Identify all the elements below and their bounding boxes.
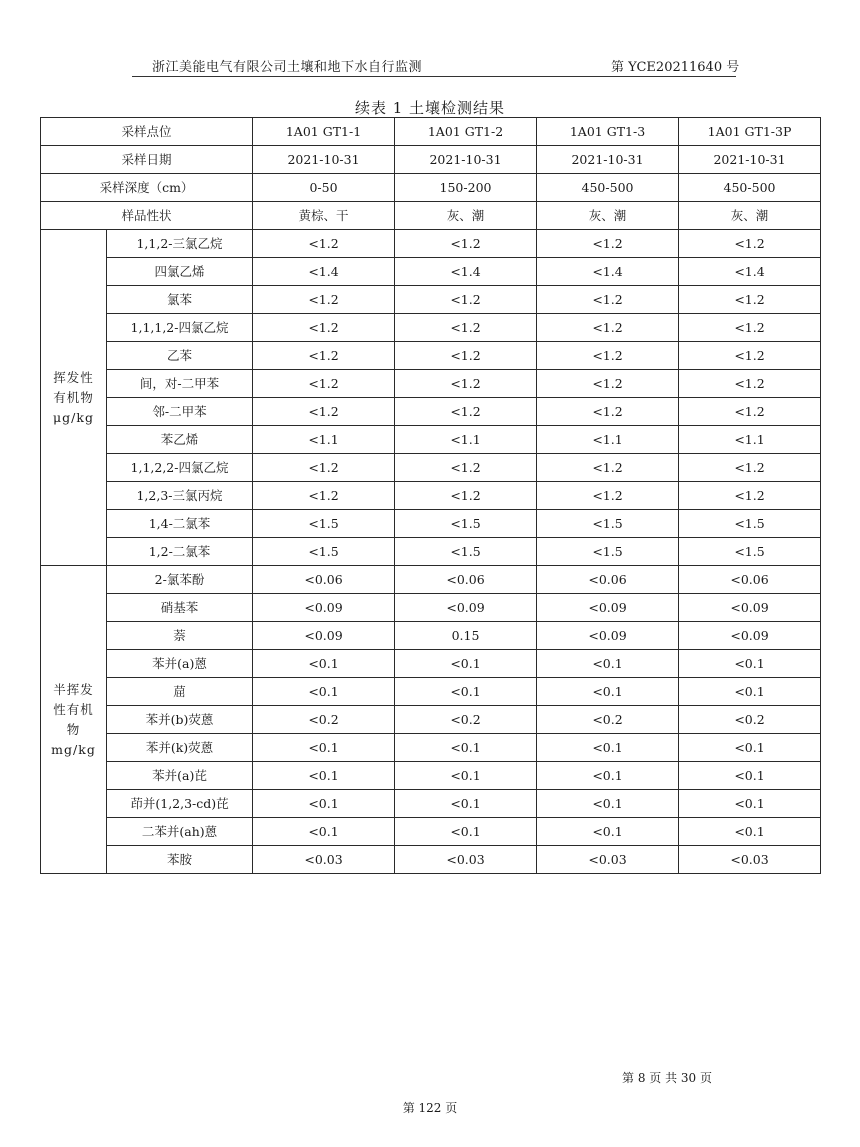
analyte-value: <0.1 bbox=[395, 790, 537, 818]
analyte-value: <1.2 bbox=[253, 286, 395, 314]
analyte-name: 1,2,3-三氯丙烷 bbox=[107, 482, 253, 510]
analyte-value: <1.2 bbox=[537, 314, 679, 342]
group-label bbox=[41, 566, 107, 874]
info-row-value: 1A01 GT1-3 bbox=[537, 118, 679, 146]
analyte-name: 苯并(a)蒽 bbox=[107, 650, 253, 678]
report-number: 第 YCE20211640 号 bbox=[611, 60, 740, 75]
analyte-value: <1.2 bbox=[253, 454, 395, 482]
analyte-value: <0.06 bbox=[395, 566, 537, 594]
analyte-value: <1.2 bbox=[253, 398, 395, 426]
analyte-value: <0.06 bbox=[537, 566, 679, 594]
analyte-value: <0.2 bbox=[679, 706, 821, 734]
analyte-value: <0.09 bbox=[679, 622, 821, 650]
info-row-value: 0-50 bbox=[253, 174, 395, 202]
analyte-name: 1,4-二氯苯 bbox=[107, 510, 253, 538]
info-row-value: 灰、潮 bbox=[537, 202, 679, 230]
analyte-name: 苯胺 bbox=[107, 846, 253, 874]
analyte-value: <0.09 bbox=[537, 622, 679, 650]
table-row bbox=[41, 370, 821, 398]
analyte-value: <1.2 bbox=[395, 230, 537, 258]
info-row bbox=[41, 174, 821, 202]
analyte-name: 茚并(1,2,3-cd)芘 bbox=[107, 790, 253, 818]
analyte-value: <1.2 bbox=[395, 314, 537, 342]
analyte-name: 间，对-二甲苯 bbox=[107, 370, 253, 398]
info-row-value: 2021-10-31 bbox=[395, 146, 537, 174]
analyte-value: <1.4 bbox=[253, 258, 395, 286]
page-of-total: 第 8 页 共 30 页 bbox=[622, 1071, 712, 1085]
table-row bbox=[41, 762, 821, 790]
analyte-value: <0.06 bbox=[253, 566, 395, 594]
info-row bbox=[41, 202, 821, 230]
info-row-value: 450-500 bbox=[679, 174, 821, 202]
analyte-value: <1.2 bbox=[395, 482, 537, 510]
info-row-label: 样品性状 bbox=[41, 202, 253, 230]
analyte-value: <1.2 bbox=[679, 230, 821, 258]
analyte-value: <0.1 bbox=[395, 678, 537, 706]
analyte-name: 苯并(b)荧蒽 bbox=[107, 706, 253, 734]
table-row bbox=[41, 510, 821, 538]
analyte-value: <0.03 bbox=[537, 846, 679, 874]
analyte-value: <0.1 bbox=[253, 818, 395, 846]
info-row-value: 1A01 GT1-2 bbox=[395, 118, 537, 146]
analyte-value: <0.09 bbox=[253, 622, 395, 650]
overall-page-number: 第 122 页 bbox=[402, 1101, 458, 1115]
analyte-value: <0.1 bbox=[395, 650, 537, 678]
info-row-label: 采样日期 bbox=[41, 146, 253, 174]
analyte-name: 䓛 bbox=[107, 678, 253, 706]
analyte-name: 苯乙烯 bbox=[107, 426, 253, 454]
analyte-value: <0.1 bbox=[537, 762, 679, 790]
group-label bbox=[41, 230, 107, 566]
analyte-value: <1.4 bbox=[679, 258, 821, 286]
table-row bbox=[41, 734, 821, 762]
analyte-value: <1.1 bbox=[395, 426, 537, 454]
table-row bbox=[41, 286, 821, 314]
table-row bbox=[41, 398, 821, 426]
analyte-value: <1.5 bbox=[537, 510, 679, 538]
analyte-value: <1.2 bbox=[537, 342, 679, 370]
analyte-name: 1,1,2,2-四氯乙烷 bbox=[107, 454, 253, 482]
analyte-value: <1.5 bbox=[253, 538, 395, 566]
table-row bbox=[41, 678, 821, 706]
analyte-value: <0.09 bbox=[537, 594, 679, 622]
analyte-value: <1.2 bbox=[679, 342, 821, 370]
analyte-value: <0.2 bbox=[537, 706, 679, 734]
table-row bbox=[41, 790, 821, 818]
info-row bbox=[41, 118, 821, 146]
analyte-value: <1.2 bbox=[253, 482, 395, 510]
analyte-name: 氯苯 bbox=[107, 286, 253, 314]
group-label-line: 性有机 bbox=[53, 701, 94, 717]
analyte-value: <0.1 bbox=[679, 818, 821, 846]
info-row-value: 1A01 GT1-1 bbox=[253, 118, 395, 146]
analyte-value: <1.2 bbox=[253, 230, 395, 258]
group-label-line: 半挥发 bbox=[53, 681, 94, 697]
analyte-value: <1.2 bbox=[679, 286, 821, 314]
analyte-value: <1.1 bbox=[679, 426, 821, 454]
analyte-value: <0.1 bbox=[679, 678, 821, 706]
info-row-value: 150-200 bbox=[395, 174, 537, 202]
analyte-value: <1.2 bbox=[395, 398, 537, 426]
table-row bbox=[41, 230, 821, 258]
table-row bbox=[41, 846, 821, 874]
group-label-line: 挥发性 bbox=[53, 369, 94, 385]
analyte-value: <0.1 bbox=[679, 734, 821, 762]
info-row-value: 黄棕、干 bbox=[253, 202, 395, 230]
analyte-value: <1.5 bbox=[679, 538, 821, 566]
analyte-value: <0.1 bbox=[537, 790, 679, 818]
analyte-name: 1,1,1,2-四氯乙烷 bbox=[107, 314, 253, 342]
analyte-value: <1.4 bbox=[537, 258, 679, 286]
info-row-label: 采样深度（cm） bbox=[41, 174, 253, 202]
table-row bbox=[41, 594, 821, 622]
analyte-value: <0.1 bbox=[537, 678, 679, 706]
analyte-value: 0.15 bbox=[395, 622, 537, 650]
analyte-value: <0.1 bbox=[253, 790, 395, 818]
analyte-value: <1.2 bbox=[395, 286, 537, 314]
analyte-value: <1.2 bbox=[679, 370, 821, 398]
analyte-value: <0.03 bbox=[395, 846, 537, 874]
analyte-value: <0.1 bbox=[395, 762, 537, 790]
analyte-name: 硝基苯 bbox=[107, 594, 253, 622]
table-row bbox=[41, 706, 821, 734]
analyte-value: <1.2 bbox=[253, 314, 395, 342]
analyte-value: <1.5 bbox=[395, 510, 537, 538]
info-row-value: 灰、潮 bbox=[395, 202, 537, 230]
group-label-line: mg/kg bbox=[51, 741, 96, 757]
analyte-name: 2-氯苯酚 bbox=[107, 566, 253, 594]
analyte-value: <1.2 bbox=[537, 286, 679, 314]
analyte-value: <1.2 bbox=[537, 370, 679, 398]
analyte-value: <1.2 bbox=[537, 398, 679, 426]
analyte-value: <1.2 bbox=[679, 482, 821, 510]
analyte-name: 邻-二甲苯 bbox=[107, 398, 253, 426]
group-label-line: 物 bbox=[66, 721, 81, 737]
table-row bbox=[41, 482, 821, 510]
analyte-value: <0.03 bbox=[253, 846, 395, 874]
table-row bbox=[41, 566, 821, 594]
analyte-value: <1.2 bbox=[679, 398, 821, 426]
info-row-value: 灰、潮 bbox=[679, 202, 821, 230]
soil-results-table bbox=[40, 117, 821, 874]
report-header-title: 浙江美能电气有限公司土壤和地下水自行监测 bbox=[152, 60, 423, 75]
table-row bbox=[41, 342, 821, 370]
analyte-value: <0.2 bbox=[253, 706, 395, 734]
analyte-value: <1.2 bbox=[537, 482, 679, 510]
header-divider bbox=[132, 76, 736, 77]
analyte-value: <1.2 bbox=[395, 342, 537, 370]
analyte-value: <0.1 bbox=[679, 650, 821, 678]
analyte-name: 1,2-二氯苯 bbox=[107, 538, 253, 566]
table-row bbox=[41, 622, 821, 650]
analyte-value: <0.1 bbox=[253, 650, 395, 678]
analyte-value: <1.2 bbox=[395, 370, 537, 398]
analyte-value: <0.09 bbox=[395, 594, 537, 622]
table-row bbox=[41, 258, 821, 286]
analyte-value: <0.1 bbox=[537, 734, 679, 762]
analyte-value: <0.03 bbox=[679, 846, 821, 874]
analyte-value: <0.1 bbox=[253, 678, 395, 706]
info-row-label: 采样点位 bbox=[41, 118, 253, 146]
analyte-name: 1,1,2-三氯乙烷 bbox=[107, 230, 253, 258]
analyte-value: <1.4 bbox=[395, 258, 537, 286]
analyte-name: 萘 bbox=[107, 622, 253, 650]
analyte-name: 四氯乙烯 bbox=[107, 258, 253, 286]
analyte-value: <1.5 bbox=[395, 538, 537, 566]
table-title: 续表 1 土壤检测结果 bbox=[354, 99, 506, 117]
analyte-value: <1.5 bbox=[253, 510, 395, 538]
group-label-line: 有机物 bbox=[53, 389, 94, 405]
analyte-value: <1.5 bbox=[537, 538, 679, 566]
info-row-value: 2021-10-31 bbox=[253, 146, 395, 174]
analyte-value: <0.1 bbox=[253, 762, 395, 790]
analyte-value: <0.1 bbox=[679, 790, 821, 818]
analyte-value: <0.1 bbox=[395, 818, 537, 846]
analyte-name: 苯并(a)芘 bbox=[107, 762, 253, 790]
info-row-value: 1A01 GT1-3P bbox=[679, 118, 821, 146]
info-row-value: 450-500 bbox=[537, 174, 679, 202]
analyte-value: <0.2 bbox=[395, 706, 537, 734]
analyte-value: <0.1 bbox=[537, 818, 679, 846]
analyte-value: <1.1 bbox=[253, 426, 395, 454]
analyte-value: <1.2 bbox=[679, 314, 821, 342]
analyte-value: <1.2 bbox=[679, 454, 821, 482]
table-row bbox=[41, 818, 821, 846]
analyte-value: <0.09 bbox=[253, 594, 395, 622]
analyte-value: <1.2 bbox=[537, 230, 679, 258]
table-row bbox=[41, 314, 821, 342]
analyte-value: <1.2 bbox=[253, 342, 395, 370]
info-row-value: 2021-10-31 bbox=[679, 146, 821, 174]
analyte-value: <1.2 bbox=[253, 370, 395, 398]
analyte-value: <0.06 bbox=[679, 566, 821, 594]
analyte-value: <1.2 bbox=[395, 454, 537, 482]
analyte-value: <0.1 bbox=[253, 734, 395, 762]
info-row-value: 2021-10-31 bbox=[537, 146, 679, 174]
analyte-value: <0.1 bbox=[679, 762, 821, 790]
analyte-value: <0.1 bbox=[537, 650, 679, 678]
analyte-value: <0.09 bbox=[679, 594, 821, 622]
analyte-name: 乙苯 bbox=[107, 342, 253, 370]
analyte-name: 二苯并(ah)蒽 bbox=[107, 818, 253, 846]
analyte-value: <1.5 bbox=[679, 510, 821, 538]
group-label-line: μg/kg bbox=[53, 409, 94, 425]
analyte-value: <1.2 bbox=[537, 454, 679, 482]
analyte-value: <0.1 bbox=[395, 734, 537, 762]
table-row bbox=[41, 650, 821, 678]
info-row bbox=[41, 146, 821, 174]
analyte-value: <1.1 bbox=[537, 426, 679, 454]
table-row bbox=[41, 538, 821, 566]
table-row bbox=[41, 454, 821, 482]
analyte-name: 苯并(k)荧蒽 bbox=[107, 734, 253, 762]
table-row bbox=[41, 426, 821, 454]
